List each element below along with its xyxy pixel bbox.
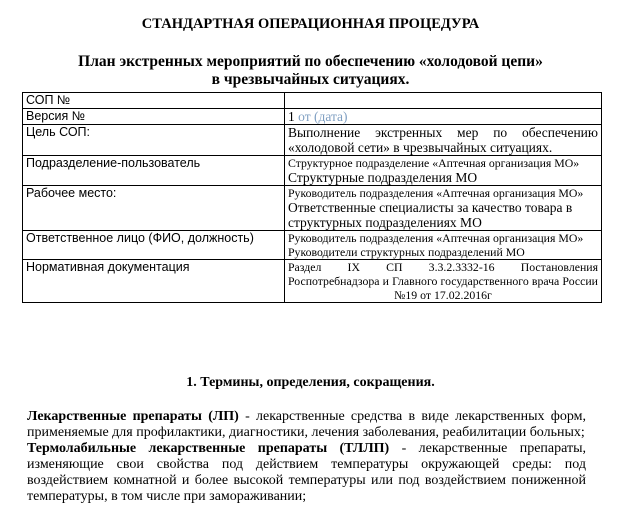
document-title: СТАНДАРТНАЯ ОПЕРАЦИОННАЯ ПРОЦЕДУРА [141, 16, 480, 32]
version-number: 1 [288, 109, 295, 124]
table-row [23, 186, 602, 231]
table-row [23, 260, 602, 303]
plan-title-line-2: в чрезвычайных ситуациях. [211, 71, 410, 88]
table-value-line: Структурное подразделение «Аптечная организация МО» [288, 156, 580, 170]
table-value-line: Структурные подразделения МО [288, 170, 478, 185]
plan-title-line-1: План экстренных мероприятий по обеспечению «холодовой цепи» [78, 53, 543, 70]
table-value [285, 156, 602, 186]
table-value [285, 93, 602, 109]
term-paragraph [27, 409, 586, 441]
table-value: Выполнение экстренных мер по обеспечению «холодовой сети» в чрезвычайных ситуациях. [285, 125, 602, 156]
table-label: СОП № [23, 93, 285, 109]
version-date-placeholder: от (дата) [294, 109, 348, 124]
table-value [285, 260, 602, 303]
table-label: Версия № [23, 109, 285, 125]
table-label: Ответственное лицо (ФИО, должность) [23, 231, 285, 260]
term-paragraph [27, 441, 586, 505]
table-label: Подразделение-пользователь [23, 156, 285, 186]
table-value-line: Руководитель подразделения «Аптечная организация МО» [288, 186, 584, 200]
table-label: Рабочее место: [23, 186, 285, 231]
table-value-line: Ответственные специалисты за качество товара в структурных подразделениях МО [288, 200, 573, 230]
table-value [285, 231, 602, 260]
table-row [23, 125, 602, 156]
table-row [23, 109, 602, 125]
table-row [23, 93, 602, 109]
table-row [23, 231, 602, 260]
table-value [285, 109, 602, 125]
table-label: Нормативная документация [23, 260, 285, 303]
term-definition: - лекарственные средства в виде лекарственных форм, применяемые для профилактики, диагностики, лечения заболевания, реабилитации больных; [27, 409, 587, 440]
section-heading: 1. Термины, определения, сокращения. [186, 375, 435, 390]
terms-list [27, 409, 586, 505]
table-label: Цель СОП: [23, 125, 285, 156]
table-value-line: Руководители структурных подразделений МО [288, 245, 525, 259]
table-value-line: Раздел IX СП 3.3.2.3332-16 Постановления Роспотребнадзора и Главного государственного врача России №19 от 17.02.2016г [288, 260, 598, 302]
table-row [23, 156, 602, 186]
term-definition: - лекарственные препараты, изменяющие свои свойства под действием температуры окружающей среды: под воздействием комнатной и более высокой температуры или под воздействием пониженной температуры, в том числе при замораживании; [27, 441, 586, 504]
table-value [285, 186, 602, 231]
term-name: Лекарственные препараты (ЛП) [27, 409, 239, 424]
plan-title [0, 53, 621, 89]
table-value-line: Руководитель подразделения «Аптечная организация МО» [288, 231, 584, 245]
sop-info-table [22, 92, 602, 303]
term-name: Термолабильные лекарственные препараты (ТЛЛП) [27, 441, 390, 456]
